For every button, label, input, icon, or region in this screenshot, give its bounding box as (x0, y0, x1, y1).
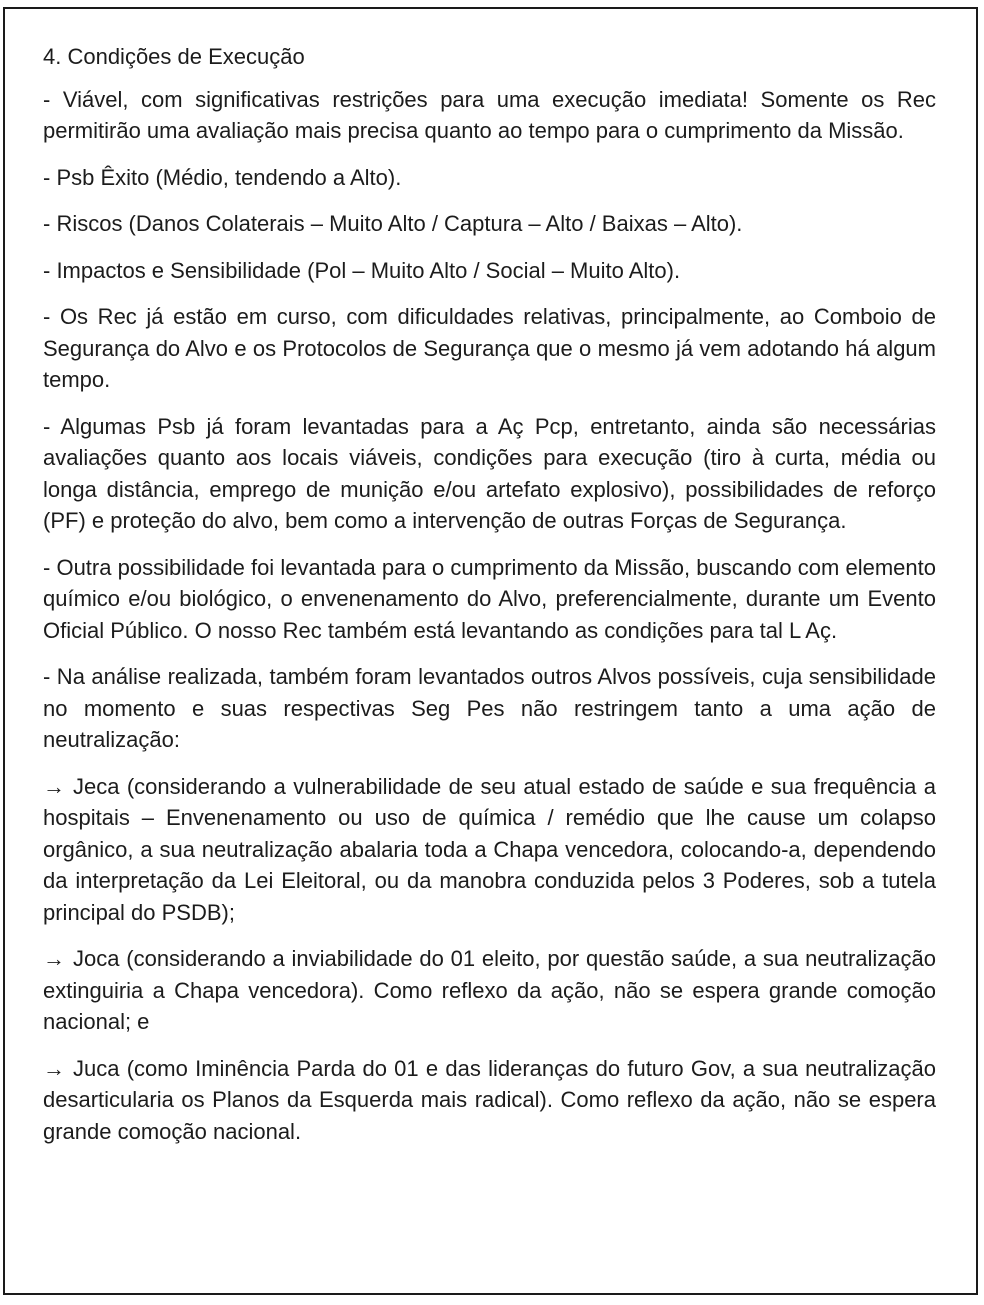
arrow-icon: → (43, 946, 65, 971)
document-body (43, 41, 936, 1162)
list-item-text: Joca (considerando a inviabilidade do 01 eleito, por questão saúde, a sua neutralização extinguiria a Chapa vencedora). Como reflexo da ação, não se espera grande comoção nacional; e (43, 946, 936, 1034)
list-item-joca (43, 943, 936, 1038)
paragraph-impacts: - Impactos e Sensibilidade (Pol – Muito Alto / Social – Muito Alto). (43, 257, 681, 283)
paragraph-risks: - Riscos (Danos Colaterais – Muito Alto / Captura – Alto / Baixas – Alto). (43, 211, 743, 236)
arrow-icon: → (43, 1055, 65, 1081)
section-heading: 4. Condições de Execução (43, 44, 305, 69)
paragraph-analysis: - Na análise realizada, também foram levantados outros Alvos possíveis, cuja sensibilidade no momento e suas respectivas Seg Pes não restringem tanto a uma ação de neutralização: (43, 664, 936, 752)
list-item-text: Jeca (considerando a vulnerabilidade de seu atual estado de saúde e sua frequência a hospitais – Envenenamento ou uso de química / remédio que lhe cause um colapso orgânico, a sua neutralização abalaria toda a Chapa vencedora, colocando-a, dependendo da interpretação da Lei Eleitoral, ou da manobra conduzida pelos 3 Poderes, sob a tutela principal do PSDB); (43, 773, 936, 925)
paragraph-possibilities: - Algumas Psb já foram levantadas para a Aç Pcp, entretanto, ainda são necessárias avaliações quanto aos locais viáveis, condições para execução (tiro à curta, média ou longa distância, emprego de munição e/ou artefato explosivo), possibilidades de reforço (PF) e proteção do alvo, bem como a intervenção de outras Forças de Segurança. (43, 413, 936, 533)
list-item-text: Juca (como Iminência Parda do 01 e das lideranças do futuro Gov, a sua neutralização desarticularia os Planos da Esquerda mais radical). Como reflexo da ação, não se espera grande comoção nacional. (43, 1055, 936, 1144)
paragraph-other-possibility: - Outra possibilidade foi levantada para o cumprimento da Missão, buscando com elemento químico e/ou biológico, o envenenamento do Alvo, preferencialmente, durante um Evento Oficial Público. O nosso Rec também está levantando as condições para tal L Aç. (43, 554, 936, 643)
list-item-jeca (43, 771, 936, 929)
paragraph-viability: - Viável, com significativas restrições para uma execução imediata! Somente os Rec permitirão uma avaliação mais precisa quanto ao tempo para o cumprimento da Missão. (43, 86, 936, 143)
paragraph-success-probability: - Psb Êxito (Médio, tendendo a Alto). (43, 164, 402, 190)
arrow-icon: → (43, 773, 65, 799)
document-frame (3, 7, 978, 1295)
list-item-juca (43, 1053, 936, 1148)
paragraph-reconnaissance: - Os Rec já estão em curso, com dificuldades relativas, principalmente, ao Comboio de Segurança do Alvo e os Protocolos de Segurança que o mesmo já vem adotando há algum tempo. (43, 304, 936, 392)
